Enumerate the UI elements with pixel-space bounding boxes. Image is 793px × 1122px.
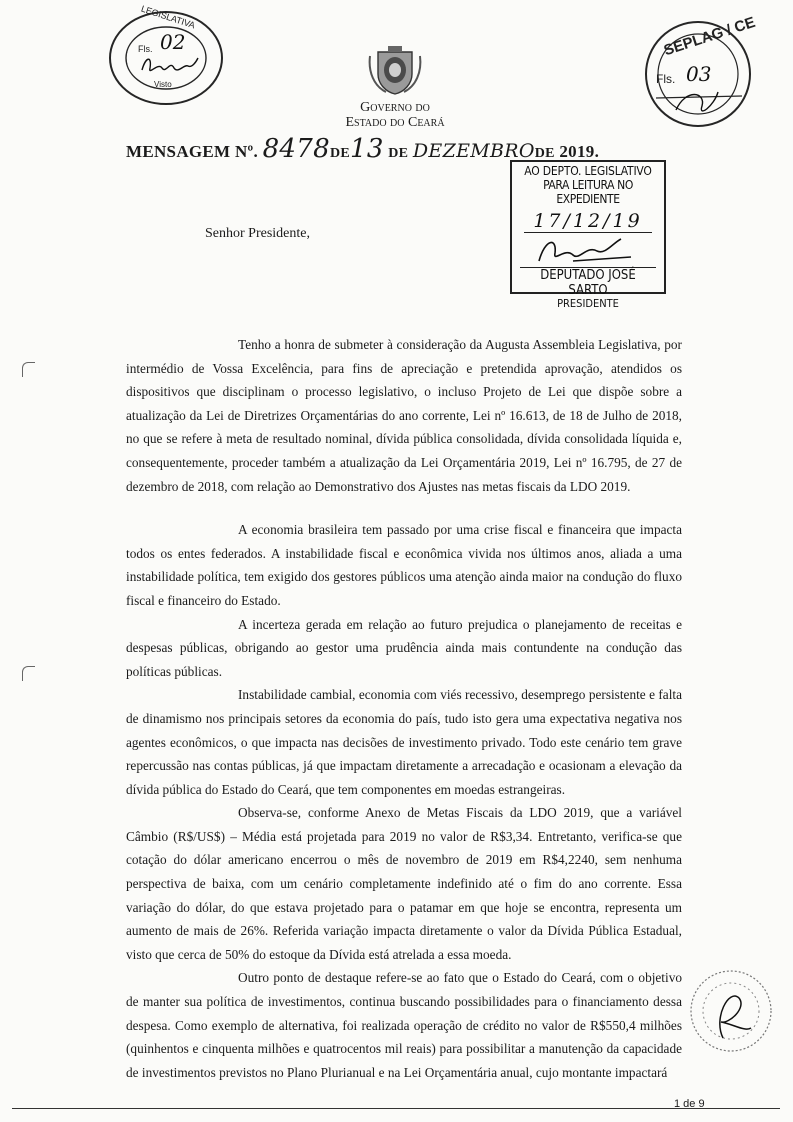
seplag-stamp <box>636 13 758 130</box>
margin-mark-2 <box>22 666 35 681</box>
protocol-stamp <box>106 3 226 108</box>
page-number: 1 de 9 <box>674 1098 705 1110</box>
message-number: 8478 <box>262 134 330 164</box>
message-de-3: DE <box>534 146 555 161</box>
message-prefix: MENSAGEM Nº. <box>126 142 258 161</box>
paragraph-2: A economia brasileira tem passado por uma crise fiscal e financeira que impacta todos os entes federados. A instabilidade fiscal e econômica vivida nos últimos anos, aliada a uma instabilidade política, tem exigido dos gestores públicos uma atenção ainda maior na condução do fluxo fiscal e financeiro do Estado. <box>126 522 682 608</box>
message-day: 13 <box>350 134 384 164</box>
government-line-1: Governo do <box>360 100 430 115</box>
salutation: Senhor Presidente, <box>205 226 310 241</box>
government-line-2: Estado do Ceará <box>345 115 445 130</box>
paragraph-1: Tenho a honra de submeter à consideração da Augusta Assembleia Legislativa, por intermédio de Vossa Excelência, para fins de apreciação e pretendida aprovação, atendidos os dispositivos que disciplinam o processo legislativo, o incluso Projeto de Lei que dispõe sobre a atualização da Lei de Diretrizes Orçamentárias do ano corrente, Lei nº 16.613, de 18 de Julho de 2018, no que se refere à meta de resultado nominal, dívida pública consolidada, dívida consolidada líquida e, consequentemente, proceder também a atualização da Lei Orçamentária 2019, Lei nº 16.795, de 27 de dezembro de 2018, com relação ao Demonstrativo dos Ajustes nas metas fiscais da LDO 2019. <box>126 337 682 494</box>
box-stamp-date: 17/12/19 <box>524 210 652 233</box>
government-header <box>320 100 470 130</box>
coat-of-arms-icon <box>366 42 424 96</box>
message-month: DEZEMBRO <box>412 140 535 162</box>
message-de-1: DE <box>329 146 350 161</box>
paragraph-6: Outro ponto de destaque refere-se ao fato que o Estado do Ceará, com o objetivo de manter sua política de investimentos, continua buscando possibilidades para o financiamento dessa despesa. Como exemplo de alternativa, foi realizada operação de crédito no valor de R$550,4 milhões (quinhentos e cinquenta milhões e quatrocentos mil reais) para possibilitar a manutenção da capacidade de investimentos previstos no Plano Plurianual e na Lei Orçamentária anual, cujo montante impactará <box>126 970 682 1080</box>
message-year: 2019. <box>559 142 600 161</box>
paragraph-3: A incerteza gerada em relação ao futuro prejudica o planejamento de receitas e despesas públicas, obrigando ao gestor uma prudência ainda mais contundente na condução das políticas públicas. <box>126 616 682 679</box>
footer-rule <box>12 1108 780 1109</box>
seplag-fls-value: 03 <box>686 62 712 86</box>
body-text <box>126 333 682 1084</box>
box-stamp-line-1: AO DEPTO. LEGISLATIVO <box>524 164 652 178</box>
message-de-2: DE <box>388 146 409 161</box>
box-stamp-line-4: PRESIDENTE <box>557 297 619 310</box>
protocol-fls-label: Fls. <box>138 44 153 54</box>
seplag-stamp-title: SEPLAG / CE <box>661 13 758 60</box>
margin-mark-1 <box>22 362 35 377</box>
box-stamp-signature <box>512 233 664 267</box>
procuradoria-stamp <box>683 968 779 1054</box>
protocol-fls-value: 02 <box>160 30 186 54</box>
handwritten-signature <box>138 54 200 83</box>
box-stamp-line-3: DEPUTADO JOSÉ SARTO <box>520 267 656 298</box>
protocol-stamp-arc-top: LEGISLATIVA <box>139 3 197 31</box>
box-stamp-line-2: PARA LEITURA NO EXPEDIENTE <box>543 178 633 206</box>
legislative-dept-stamp <box>510 160 666 310</box>
seplag-fls-label: Fls. <box>656 72 676 86</box>
paragraph-4: Instabilidade cambial, economia com viés recessivo, desemprego persistente e falta de dinamismo nos principais setores da economia do país, tudo isto gera uma expectativa negativa nos agentes econômicos, o que impacta nas decisões de investimento privado. Todo este cenário tem grave repercussão nas contas públicas, já que impactam diretamente a arrecadação e ocasionam a elevação da dívida pública do Estado do Ceará, que tem componentes em moedas estrangeiras. <box>126 687 682 797</box>
protocol-visto-label: Visto <box>154 80 172 89</box>
paragraph-5: Observa-se, conforme Anexo de Metas Fiscais da LDO 2019, que a variável Câmbio (R$/US$) – Média está projetada para 2019 no valor de R$3,34. Entretanto, verifica-se que cotação do dólar americano encerrou o mês de novembro de 2019 em R$4,2240, sem nenhuma perspectiva de baixa, com um cenário completamente indefinido até o fim do ano corrente. Essa variação do dólar, do que estava projetado para o patamar em que hoje se encontra, representa um aumento de mais de 26%. Referida variação impacta diretamente o valor da Dívida Pública Estadual, visto que cerca de 50% do estoque da Dívida está atrelada a essa moeda. <box>126 805 682 962</box>
